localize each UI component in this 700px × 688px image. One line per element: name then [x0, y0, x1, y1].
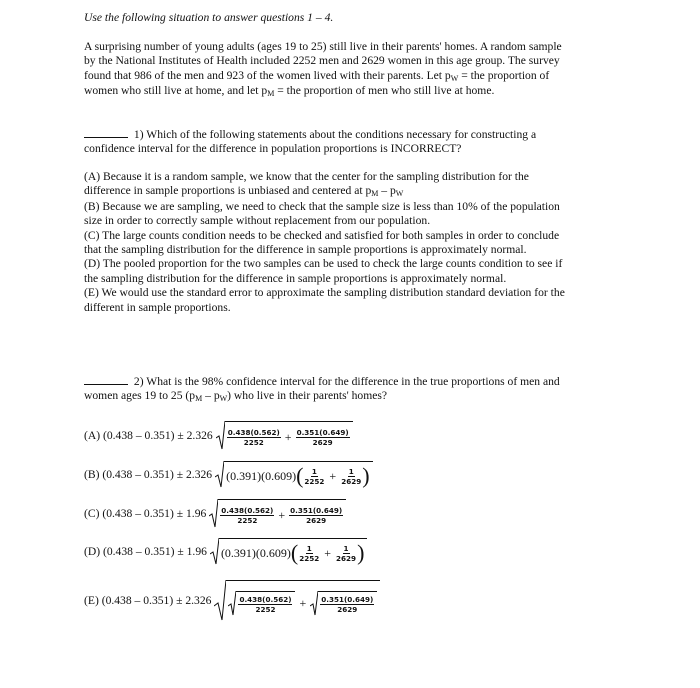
sqrt-expression: (0.391)(0.609) ( $\frac{1}{2252}$ + $\frac{1}{2629}$ ) [215, 461, 372, 489]
paragraph-line: women who still live at home, and let pM = the proportion of men who still live at home. [84, 84, 495, 99]
fraction: $\frac{1}{2629}$ [336, 543, 357, 563]
fraction: $\frac{0.351(0.649)}{2629}$ [290, 505, 343, 525]
sqrt-expression [228, 591, 295, 617]
fraction: $\frac{1}{2629}$ [341, 466, 362, 486]
situation-paragraph [84, 40, 614, 100]
fraction: $\frac{0.351(0.649)}{2629}$ [296, 427, 349, 447]
paragraph-line: found that 986 of the men and 923 of the women lived with their parents. Let pW = the proportion of [84, 68, 550, 83]
choice-a: (A) Because it is a random sample, we know that the center for the sampling distribution for the [84, 170, 529, 183]
fraction: $\frac{0.438(0.562)}{2252}$ [221, 505, 274, 525]
q2-choice-d: (D) (0.438 – 0.351) ± 1.96 (0.391)(0.609) ( $\frac{1}{2252}$ + $\frac{1}{2629}$ ) [84, 538, 367, 566]
intro-title: Use the following situation to answer questions 1 – 4. [84, 11, 334, 24]
paragraph-line: by the National Institutes of Health included 2252 men and 2629 women in this age group. The survey [84, 54, 560, 68]
radical-icon [216, 421, 225, 451]
fraction: $\frac{0.438(0.562)}{2252}$ [227, 427, 280, 447]
answer-blank-1[interactable] [84, 127, 128, 138]
choice-e: (E) We would use the standard error to approximate the sampling distribution standard deviation for the [84, 286, 565, 300]
question-2-stem: 2) What is the 98% confidence interval for the difference in the true proportions of men and women ages 19 to 25 (pM – pW) who live in their parents' homes? [84, 375, 560, 404]
choice-c: (C) The large counts condition needs to be checked and satisfied for both samples in order to conclude [84, 228, 560, 242]
radical-icon [210, 538, 219, 566]
sqrt-expression: $\frac{0.438(0.562)}{2252}$ + $\frac{0.351(0.649)}{2629}$ [209, 499, 346, 529]
radical-icon [214, 580, 226, 622]
choice-b: (B) Because we are sampling, we need to check that the sample size is less than 10% of the population [84, 199, 560, 213]
choice-d: (D) The pooled proportion for the two samples can be used to check the large counts condition to see if [84, 257, 563, 271]
question-1-choices: (A) Because it is a random sample, we know that the center for the sampling distribution for the difference in sample proportions is unbiased and centered at pM – pW (B) Because we are sampling, we need to check that the sample size is less than 10% of the population size in order to correctly sample without replacement from our population. (C) The large counts condition needs to be checked and satisfied for both samples in order to conclude that the sampling distribution for the difference in sample proportions is approximately normal. (D) The pooled proportion for the two samples can be used to check the large counts condition to see if the sampling distribution for the difference in sample proportions is approximately normal. (E) We would use the standard error to approximate the sampling distribution standard deviation for the different in sample proportions. [84, 170, 614, 315]
radical-icon [310, 591, 318, 617]
sqrt-expression: (0.391)(0.609) ( $\frac{1}{2252}$ + $\frac{1}{2629}$ ) [210, 538, 367, 566]
answer-blank-2[interactable] [84, 374, 128, 385]
sqrt-expression-outer: $\frac{0.438(0.562)}{2252}$ + $\frac{0.351(0.649)}{2629}$ [214, 580, 380, 622]
q2-choice-a: (A) (0.438 – 0.351) ± 2.326 $\frac{0.438(0.562)}{2252}$ + $\frac{0.351(0.649)}{2629}$ [84, 421, 353, 451]
fraction: $\frac{1}{2252}$ [304, 466, 325, 486]
sqrt-expression [310, 591, 377, 617]
radical-icon [215, 461, 224, 489]
q2-choice-e: (E) (0.438 – 0.351) ± 2.326 $\frac{0.438(0.562)}{2252}$ + $\frac{0.351(0.649)}{2629}$ [84, 580, 380, 622]
radical-icon [228, 591, 236, 617]
paragraph-line: A surprising number of young adults (ages 19 to 25) still live in their parents' homes. A random sample [84, 40, 562, 53]
fraction: $\frac{1}{2252}$ [299, 543, 320, 563]
radical-icon [209, 499, 218, 529]
q2-choice-c: (C) (0.438 – 0.351) ± 1.96 $\frac{0.438(0.562)}{2252}$ + $\frac{0.351(0.649)}{2629}$ [84, 499, 346, 529]
question-1-stem: 1) Which of the following statements about the conditions necessary for constructing a confidence interval for the difference in population proportions is INCORRECT? [84, 128, 537, 156]
q2-choice-b: (B) (0.438 – 0.351) ± 2.326 (0.391)(0.609) ( $\frac{1}{2252}$ + $\frac{1}{2629}$ ) [84, 461, 373, 489]
sqrt-expression: $\frac{0.438(0.562)}{2252}$ + $\frac{0.351(0.649)}{2629}$ [216, 421, 353, 451]
fraction: $\frac{0.438(0.562)}{2252}$ [239, 595, 292, 614]
fraction: $\frac{0.351(0.649)}{2629}$ [321, 595, 374, 614]
